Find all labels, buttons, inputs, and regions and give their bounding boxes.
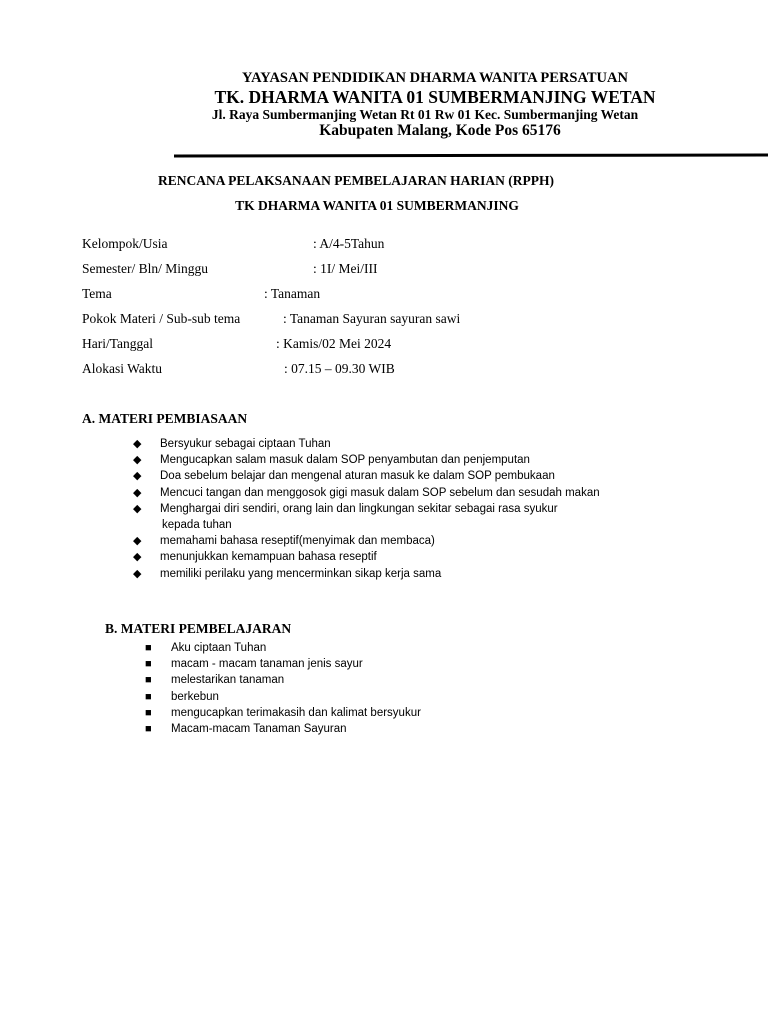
- diamond-bullet-icon: ◆: [133, 454, 142, 467]
- list-item: ◆ menunjukkan kemampuan bahasa reseptif: [133, 549, 600, 565]
- info-label-kelompok: Kelompok/Usia: [82, 236, 168, 251]
- square-bullet-icon: ■: [145, 658, 152, 671]
- square-bullet-icon: ■: [145, 722, 152, 735]
- diamond-bullet-icon: ◆: [133, 502, 142, 515]
- list-item: ◆ memiliki perilaku yang mencerminkan sikap kerja sama: [133, 566, 600, 582]
- list-item: ■ Aku ciptaan Tuhan: [145, 640, 421, 656]
- square-bullet-icon: ■: [145, 690, 152, 703]
- diamond-bullet-icon: ◆: [133, 470, 142, 483]
- info-label-tema: Tema: [82, 286, 112, 301]
- list-item: ◆ Mencuci tangan dan menggosok gigi masuk dalam SOP sebelum dan sesudah makan: [133, 485, 600, 501]
- section-b-list: [145, 640, 421, 737]
- list-item: ◆ Bersyukur sebagai ciptaan Tuhan: [133, 436, 600, 452]
- diamond-bullet-icon: ◆: [133, 535, 142, 548]
- info-label-alokasi-waktu: Alokasi Waktu: [82, 361, 163, 376]
- list-item: ◆ memahami bahasa reseptif(menyimak dan membaca): [133, 533, 600, 549]
- info-value-kelompok: : A/4-5Tahun: [313, 236, 385, 251]
- list-item: ■ Macam-macam Tanaman Sayuran: [145, 721, 421, 737]
- info-label-pokok-materi: Pokok Materi / Sub-sub tema: [82, 311, 241, 326]
- list-item: ■ macam - macam tanaman jenis sayur: [145, 656, 421, 672]
- square-bullet-icon: ■: [145, 706, 152, 719]
- diamond-bullet-icon: ◆: [133, 551, 142, 564]
- school-name: TK. DHARMA WANITA 01 SUMBERMANJING WETAN: [214, 87, 656, 107]
- letterhead-divider: [174, 153, 768, 157]
- info-value-semester: : 1I/ Mei/III: [313, 261, 378, 276]
- list-item: ◆ Doa sebelum belajar dan mengenal aturan masuk ke dalam SOP pembukaan: [133, 468, 600, 484]
- square-bullet-icon: ■: [145, 642, 152, 654]
- list-item: ◆ Mengucapkan salam masuk dalam SOP penyambutan dan penjemputan: [133, 452, 600, 468]
- document-subtitle: TK DHARMA WANITA 01 SUMBERMANJING: [235, 198, 519, 213]
- info-value-tema: : Tanaman: [264, 286, 321, 301]
- info-label-hari-tanggal: Hari/Tanggal: [82, 336, 154, 351]
- list-item: ◆ Menghargai diri sendiri, orang lain dan lingkungan sekitar sebagai rasa syukur: [133, 501, 600, 517]
- list-item: ■ melestarikan tanaman: [145, 672, 421, 688]
- diamond-bullet-icon: ◆: [133, 567, 142, 580]
- list-item: ■ mengucapkan terimakasih dan kalimat bersyukur: [145, 705, 421, 721]
- info-value-alokasi-waktu: : 07.15 – 09.30 WIB: [284, 361, 395, 376]
- section-a-heading: A. MATERI PEMBIASAAN: [82, 411, 248, 426]
- info-label-semester: Semester/ Bln/ Minggu: [82, 261, 208, 276]
- section-a-list: [133, 436, 600, 582]
- section-b-heading: B. MATERI PEMBELAJARAN: [105, 621, 292, 636]
- square-bullet-icon: ■: [145, 674, 152, 687]
- info-value-pokok-materi: : Tanaman Sayuran sayuran sawi: [283, 311, 461, 326]
- school-address: Jl. Raya Sumbermanjing Wetan Rt 01 Rw 01 Kec. Sumbermanjing Wetan: [211, 107, 639, 122]
- document-title: RENCANA PELAKSANAAN PEMBELAJARAN HARIAN (RPPH): [157, 173, 554, 188]
- list-item: ■ berkebun: [145, 689, 421, 705]
- list-item-continuation: kepada tuhan: [162, 518, 232, 531]
- diamond-bullet-icon: ◆: [133, 438, 142, 450]
- foundation-name: YAYASAN PENDIDIKAN DHARMA WANITA PERSATUAN: [242, 70, 628, 86]
- info-value-hari-tanggal: : Kamis/02 Mei 2024: [276, 336, 392, 351]
- school-regency: Kabupaten Malang, Kode Pos 65176: [319, 122, 561, 139]
- diamond-bullet-icon: ◆: [133, 486, 142, 499]
